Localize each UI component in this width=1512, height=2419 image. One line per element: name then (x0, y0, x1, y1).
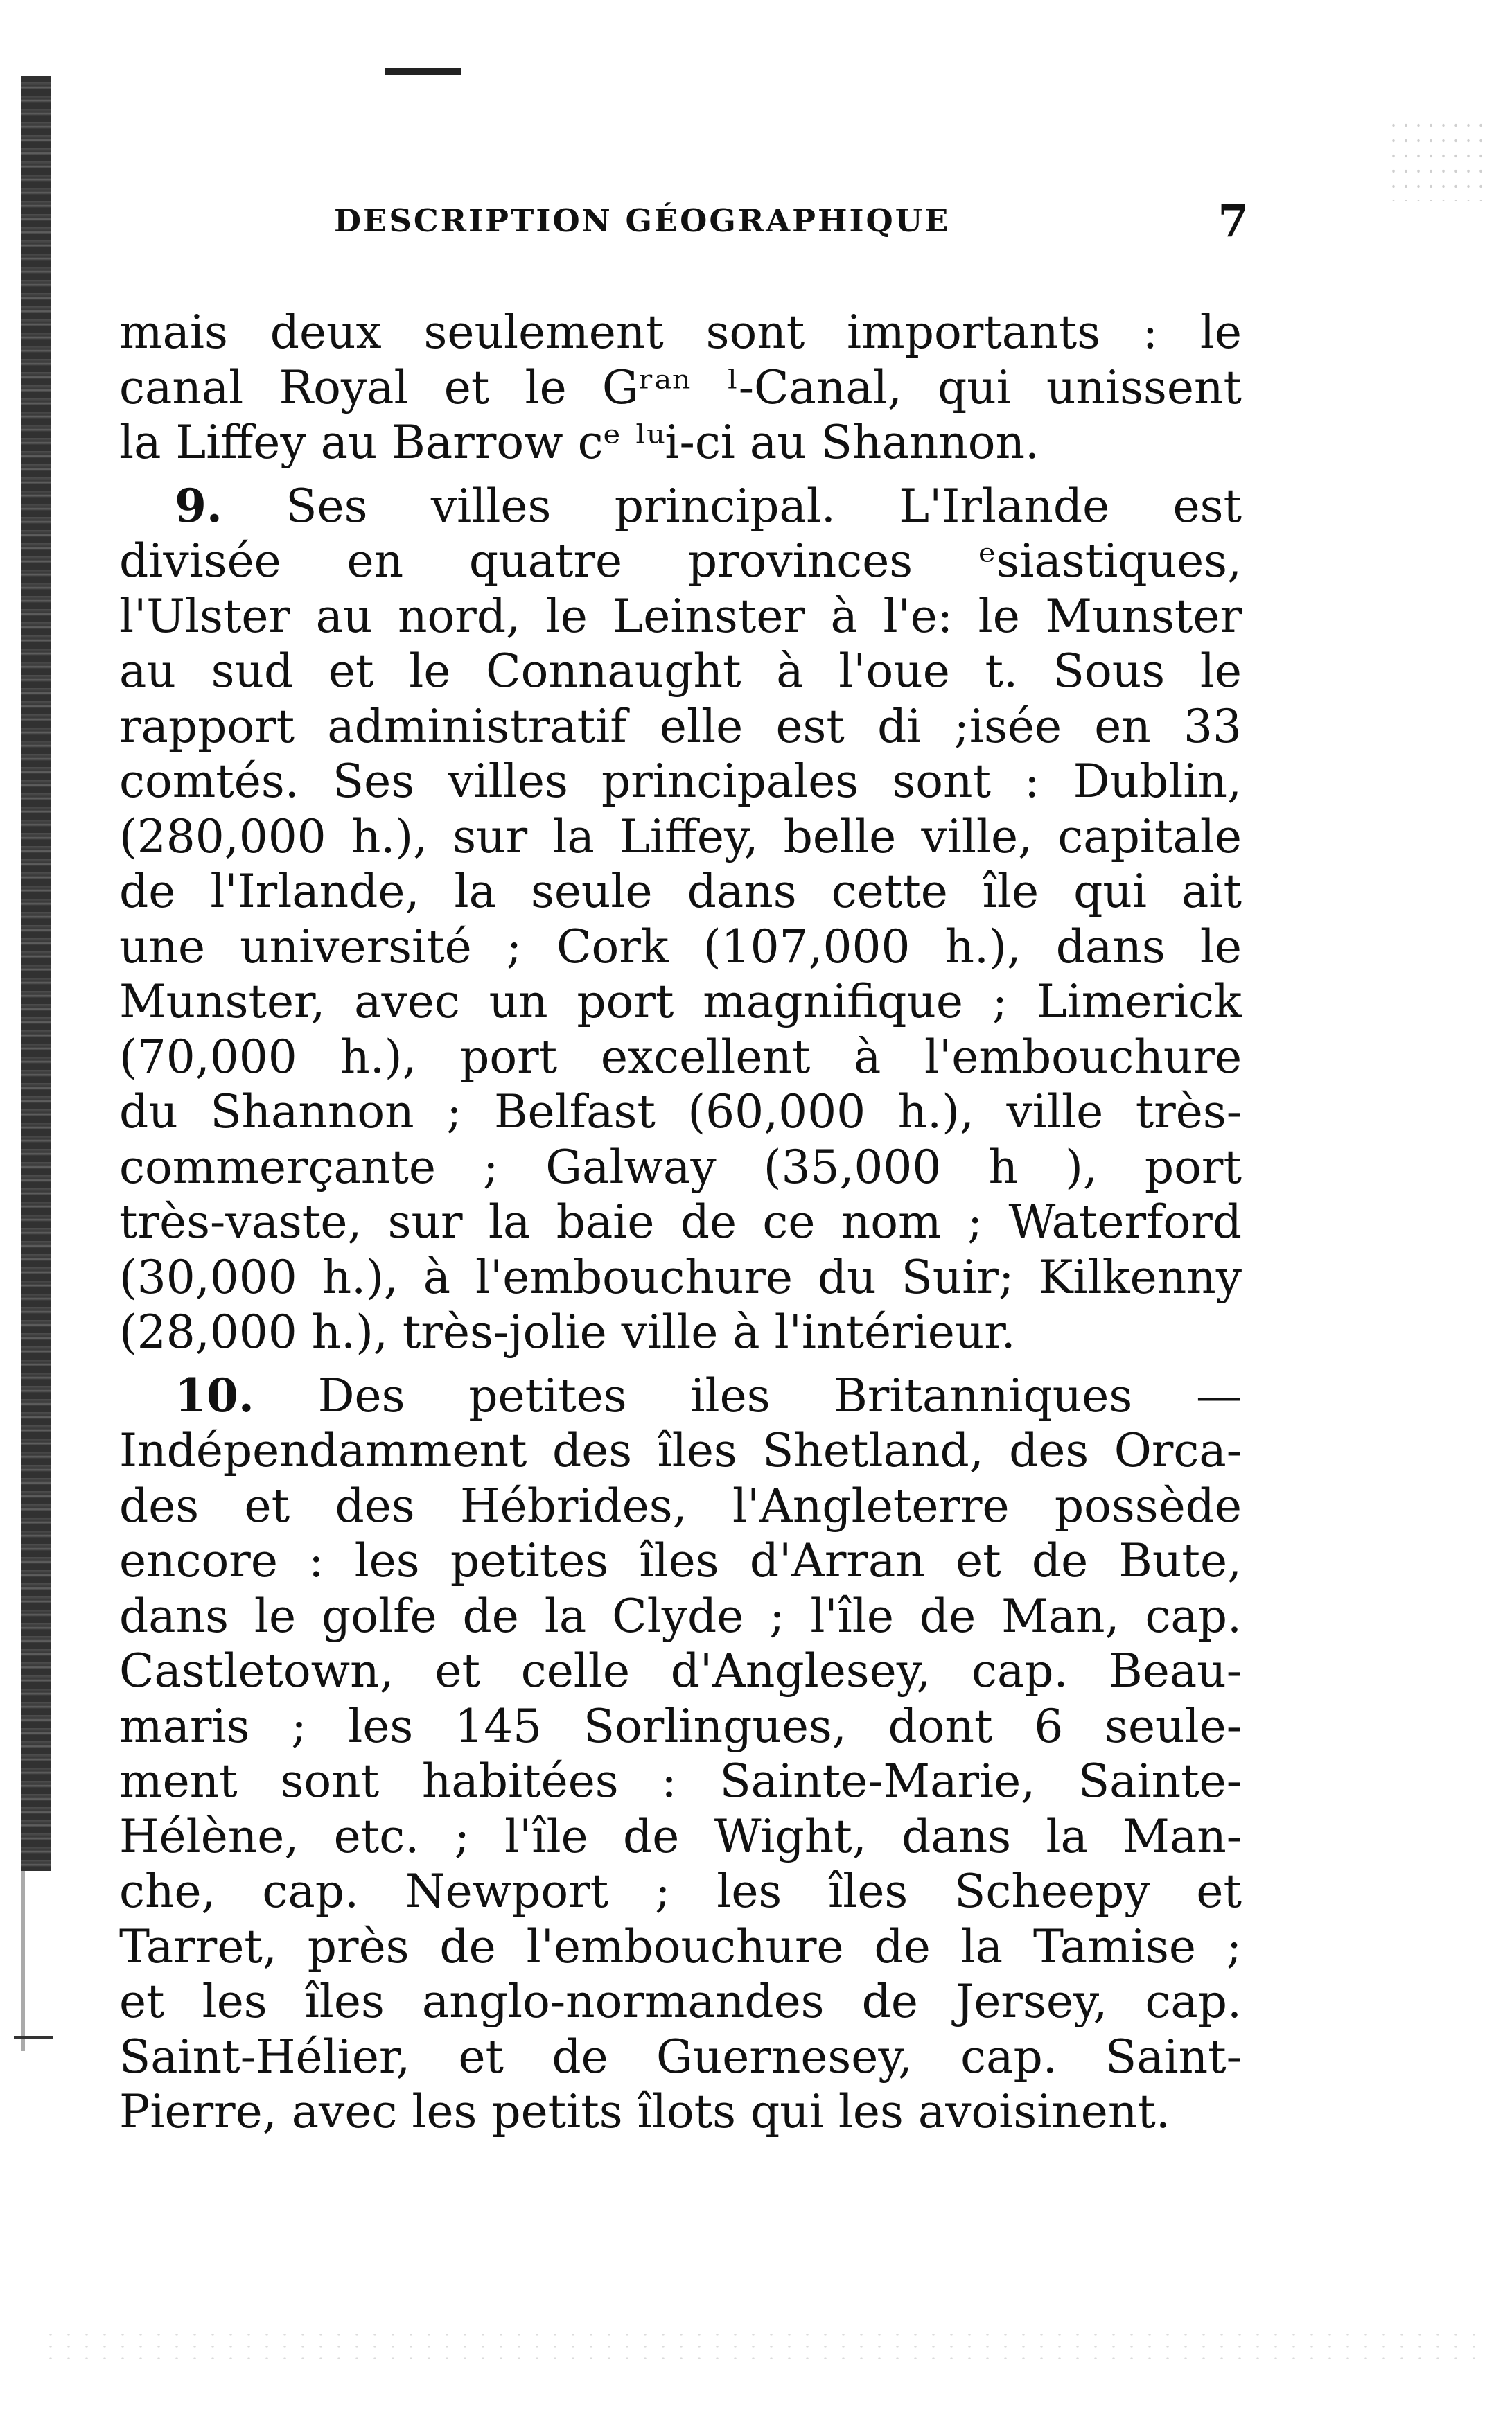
text-line: (30,000 h.), à l'embouchure du Suir; Kilkenny (119, 1250, 1242, 1304)
text-line: Pierre, avec les petits îlots qui les avoisinent. (119, 2085, 1170, 2138)
scan-noise (1387, 118, 1484, 201)
text-line: commerçante ; Galway (35,000 h ), port (119, 1140, 1242, 1194)
section-number: 9. (175, 478, 222, 533)
section-9 (119, 479, 1242, 1360)
text-line: comtés. Ses villes principales sont : Dublin, (119, 755, 1242, 808)
section-heading-line (119, 1369, 1242, 1424)
text-line: et les îles anglo-normandes de Jersey, cap. (119, 1975, 1242, 2028)
text-line: de l'Irlande, la seule dans cette île qui ait (119, 865, 1242, 918)
section-heading-line (119, 479, 1242, 534)
text-line: (280,000 h.), sur la Liffey, belle ville, capitale (119, 809, 1242, 863)
text-line: mais deux seulement sont importants : le (119, 306, 1242, 359)
text-line: rapport administratif elle est di ;isée en 33 (119, 699, 1242, 753)
text-line: la Liffey au Barrow cᵉ ˡᵘi-ci au Shannon. (119, 416, 1040, 469)
section-10 (119, 1369, 1242, 2140)
text-line: dans le golfe de la Clyde ; l'île de Man, cap. (119, 1589, 1242, 1643)
text-line: Castletown, et celle d'Anglesey, cap. Beau- (119, 1644, 1242, 1698)
text-line: maris ; les 145 Sorlingues, dont 6 seule- (119, 1699, 1242, 1753)
text-line: au sud et le Connaught à l'oue t. Sous le (119, 644, 1242, 698)
section-number: 10. (175, 1368, 254, 1423)
text-line: une université ; Cork (107,000 h.), dans le (119, 920, 1242, 974)
running-head (334, 195, 1249, 251)
margin-dash (14, 2036, 53, 2039)
text-line: che, cap. Newport ; les îles Scheepy et (119, 1865, 1242, 1918)
text-line: des et des Hébrides, l'Angleterre possède (119, 1479, 1242, 1533)
text-line: divisée en quatre provinces ᵉsiastiques, (119, 534, 1242, 588)
text-line: du Shannon ; Belfast (60,000 h.), ville très- (119, 1085, 1242, 1138)
section-heading-text: Des petites iles Britanniques — (317, 1369, 1242, 1423)
text-line: canal Royal et le Gʳᵃⁿ ˡ-Canal, qui unissent (119, 360, 1242, 414)
text-line: Saint-Hélier, et de Guernesey, cap. Saint- (119, 2030, 1242, 2084)
binding-edge-shadow (21, 1871, 25, 2051)
text-line: l'Ulster au nord, le Leinster à l'e: le Munster (119, 589, 1242, 643)
text-line: (70,000 h.), port excellent à l'embouchure (119, 1030, 1242, 1084)
page-number: 7 (1217, 195, 1249, 247)
running-title: DESCRIPTION GÉOGRAPHIQUE (334, 202, 951, 239)
text-line: ment sont habitées : Sainte-Marie, Sainte- (119, 1754, 1242, 1808)
page-body (119, 305, 1242, 2140)
paragraph-canals (119, 305, 1242, 470)
text-line: très-vaste, sur la baie de ce nom ; Waterford (119, 1195, 1242, 1249)
text-line: Indépendamment des îles Shetland, des Orca- (119, 1424, 1242, 1477)
text-line: Tarret, près de l'embouchure de la Tamise ; (119, 1919, 1242, 1973)
section-heading-text: Ses villes principal. L'Irlande est (285, 479, 1242, 533)
scan-noise-bottom (42, 2329, 1483, 2364)
text-line: encore : les petites îles d'Arran et de Bute, (119, 1534, 1242, 1587)
binding-edge (21, 76, 51, 1871)
text-line: Hélène, etc. ; l'île de Wight, dans la Man- (119, 1809, 1242, 1863)
print-mark (385, 68, 461, 75)
text-line: Munster, avec un port magnifique ; Limerick (119, 975, 1242, 1028)
text-line: (28,000 h.), très-jolie ville à l'intérieur. (119, 1305, 1016, 1359)
